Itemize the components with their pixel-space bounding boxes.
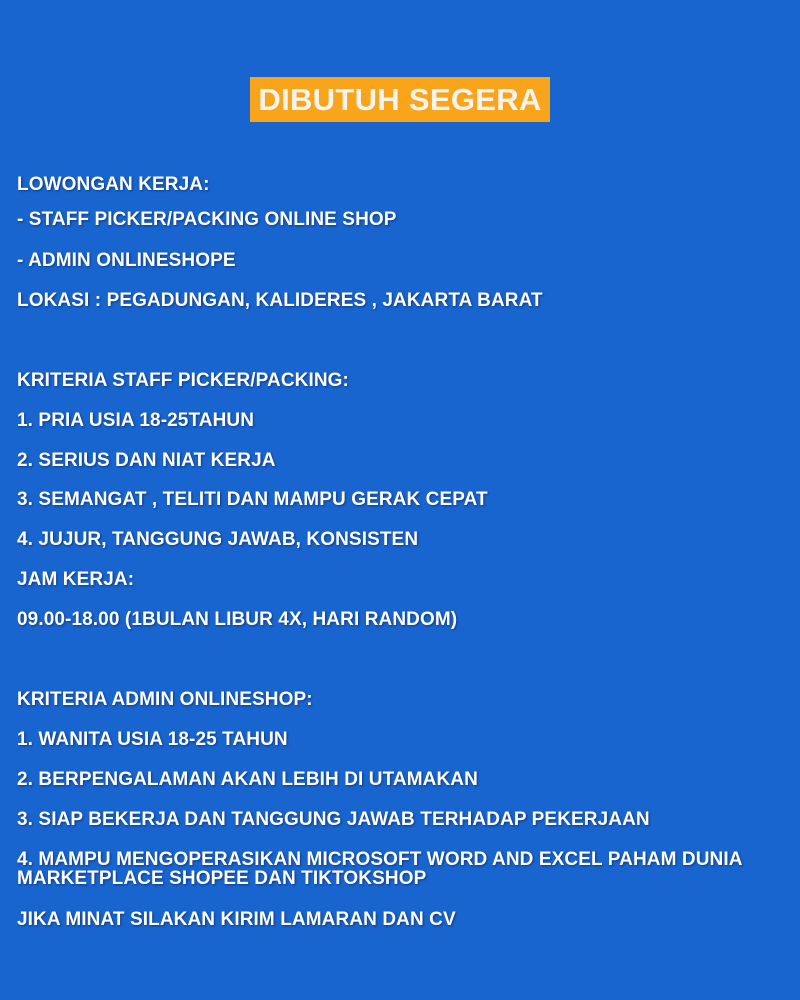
picker-criteria-heading: KRITERIA STAFF PICKER/PACKING: bbox=[17, 370, 349, 391]
picker-criteria-item: 3. SEMANGAT , TELITI DAN MAMPU GERAK CEPAT bbox=[17, 489, 488, 510]
position-item: - STAFF PICKER/PACKING ONLINE SHOP bbox=[17, 209, 397, 230]
picker-criteria-item: 1. PRIA USIA 18-25TAHUN bbox=[17, 410, 255, 431]
position-item: - ADMIN ONLINESHOPE bbox=[17, 250, 236, 271]
closing-call-to-action: JIKA MINAT SILAKAN KIRIM LAMARAN DAN CV bbox=[17, 909, 456, 930]
admin-criteria-item: 3. SIAP BEKERJA DAN TANGGUNG JAWAB TERHADAP PEKERJAAN bbox=[17, 809, 650, 830]
headline-title: DIBUTUH SEGERA bbox=[258, 81, 542, 117]
admin-criteria-item: 4. MAMPU MENGOPERASIKAN MICROSOFT WORD AND EXCEL PAHAM DUNIA MARKETPLACE SHOPEE DAN TIKTOKSHOP bbox=[17, 849, 742, 889]
working-hours-heading: JAM KERJA: bbox=[17, 569, 135, 590]
location-text: LOKASI : PEGADUNGAN, KALIDERES , JAKARTA BARAT bbox=[17, 290, 543, 311]
vacancies-heading: LOWONGAN KERJA: bbox=[17, 174, 210, 195]
picker-criteria-item: 4. JUJUR, TANGGUNG JAWAB, KONSISTEN bbox=[17, 529, 419, 550]
picker-criteria-item: 2. SERIUS DAN NIAT KERJA bbox=[17, 450, 276, 471]
admin-criteria-heading: KRITERIA ADMIN ONLINESHOP: bbox=[17, 689, 313, 710]
headline-banner bbox=[250, 77, 550, 122]
working-hours-text: 09.00-18.00 (1BULAN LIBUR 4X, HARI RANDOM) bbox=[17, 609, 458, 630]
admin-criteria-item: 2. BERPENGALAMAN AKAN LEBIH DI UTAMAKAN bbox=[17, 769, 478, 790]
admin-criteria-item: 1. WANITA USIA 18-25 TAHUN bbox=[17, 729, 288, 750]
